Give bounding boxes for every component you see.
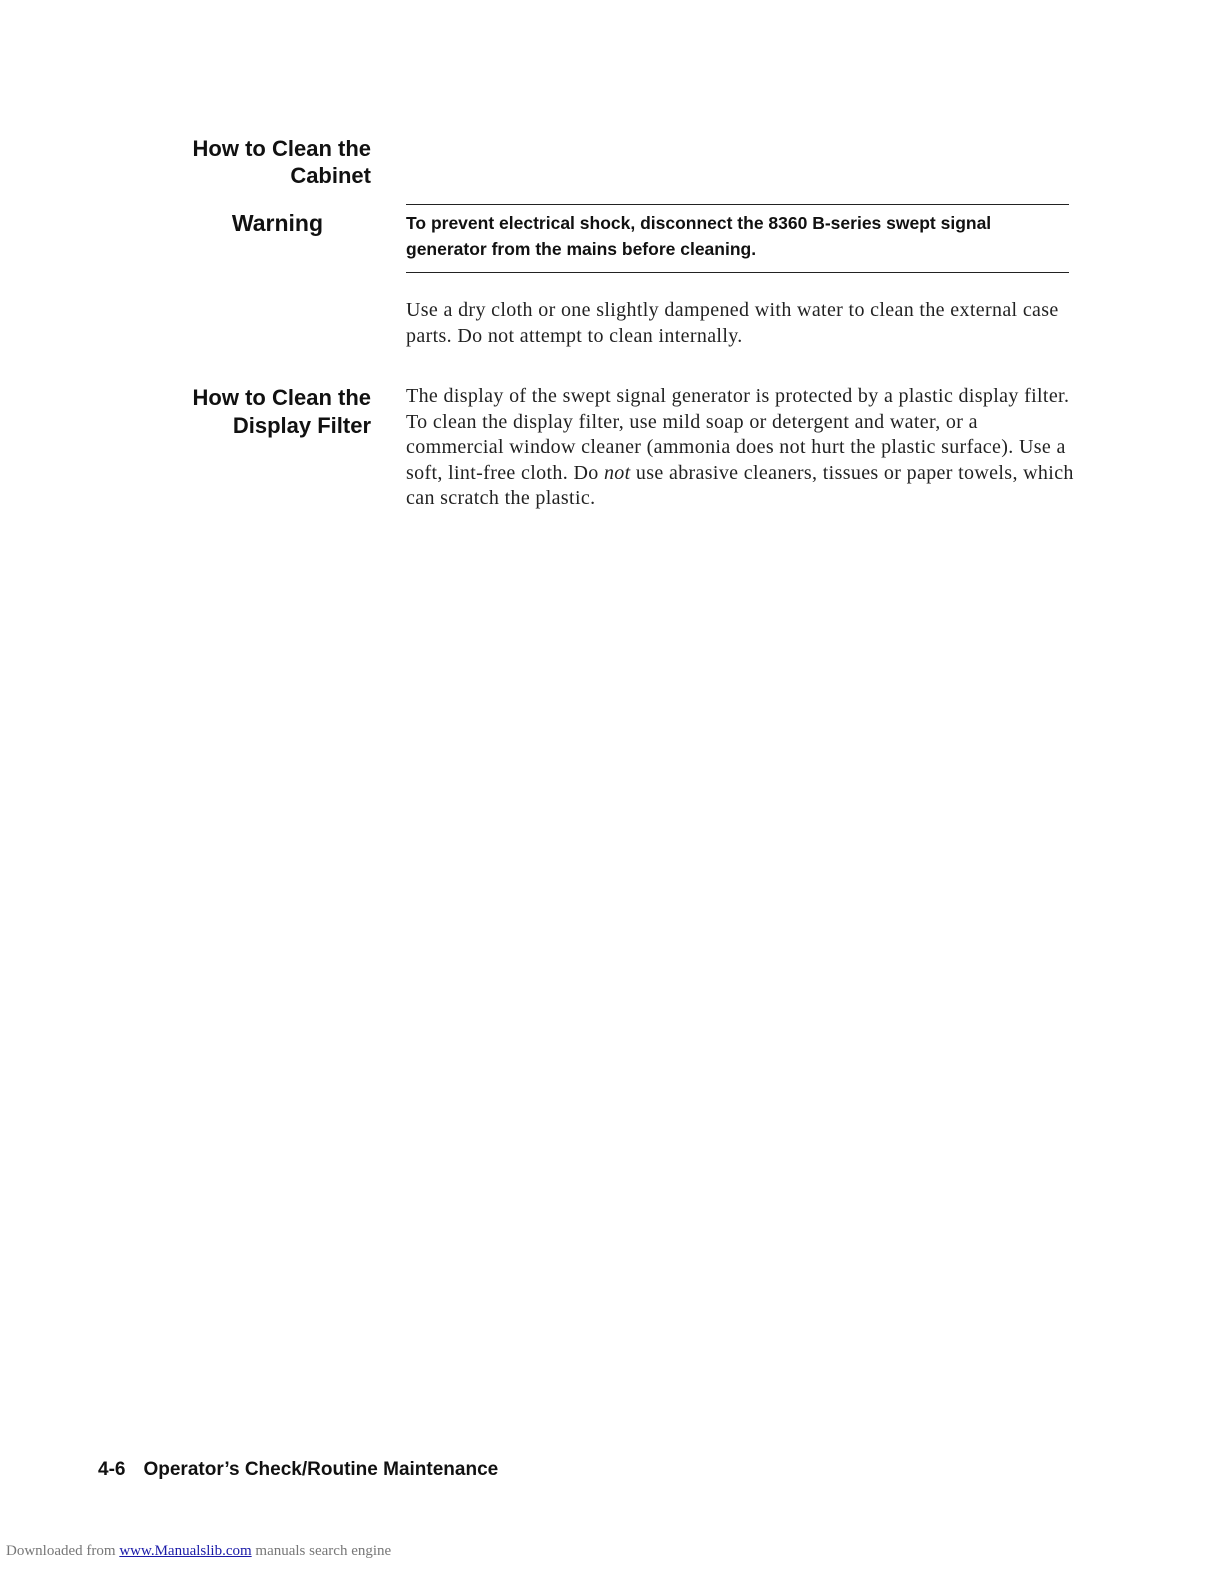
- display-filter-cleaning-paragraph: [406, 384, 1076, 512]
- filter-text-part2: use abrasive cleaners, tissues or paper towels, which can scratch the plastic.: [406, 461, 1074, 510]
- cabinet-heading-line1: How to Clean the: [192, 136, 371, 161]
- filter-text-emphasis: not: [603, 461, 631, 484]
- warning-label: Warning: [231, 210, 323, 236]
- footer-page-number: 4-6: [98, 1459, 126, 1480]
- warning-bottom-rule: [406, 272, 1069, 273]
- cabinet-section-heading: [140, 135, 371, 189]
- download-prefix: Downloaded from: [6, 1543, 120, 1559]
- download-suffix: manuals search engine: [251, 1543, 392, 1559]
- filter-heading-line1: How to Clean the: [192, 385, 371, 410]
- filter-heading-line2: Display Filter: [232, 413, 371, 438]
- cabinet-heading-line2: Cabinet: [290, 163, 371, 188]
- manualslib-link[interactable]: www.Manualslib.com: [119, 1543, 252, 1559]
- download-notice: [6, 1542, 391, 1560]
- footer-chapter-title: Operator’s Check/Routine Maintenance: [143, 1459, 499, 1480]
- display-filter-section-heading: [140, 384, 371, 440]
- warning-top-rule: [406, 204, 1069, 205]
- cabinet-cleaning-paragraph: Use a dry cloth or one slightly dampened with water to clean the external case parts. Do not attempt to clean internally.: [406, 299, 1059, 347]
- warning-text: To prevent electrical shock, disconnect the 8360 B-series swept signal generator from the mains before cleaning.: [406, 213, 992, 259]
- page-footer: [98, 1458, 498, 1482]
- filter-text-part1: The display of the swept signal generator is protected by a plastic display filter. To clean the display filter, use mild soap or detergent and water, or a commercial window cleaner (ammonia does not hurt the plastic surface). Use a soft, lint-free cloth. Do: [406, 385, 1070, 484]
